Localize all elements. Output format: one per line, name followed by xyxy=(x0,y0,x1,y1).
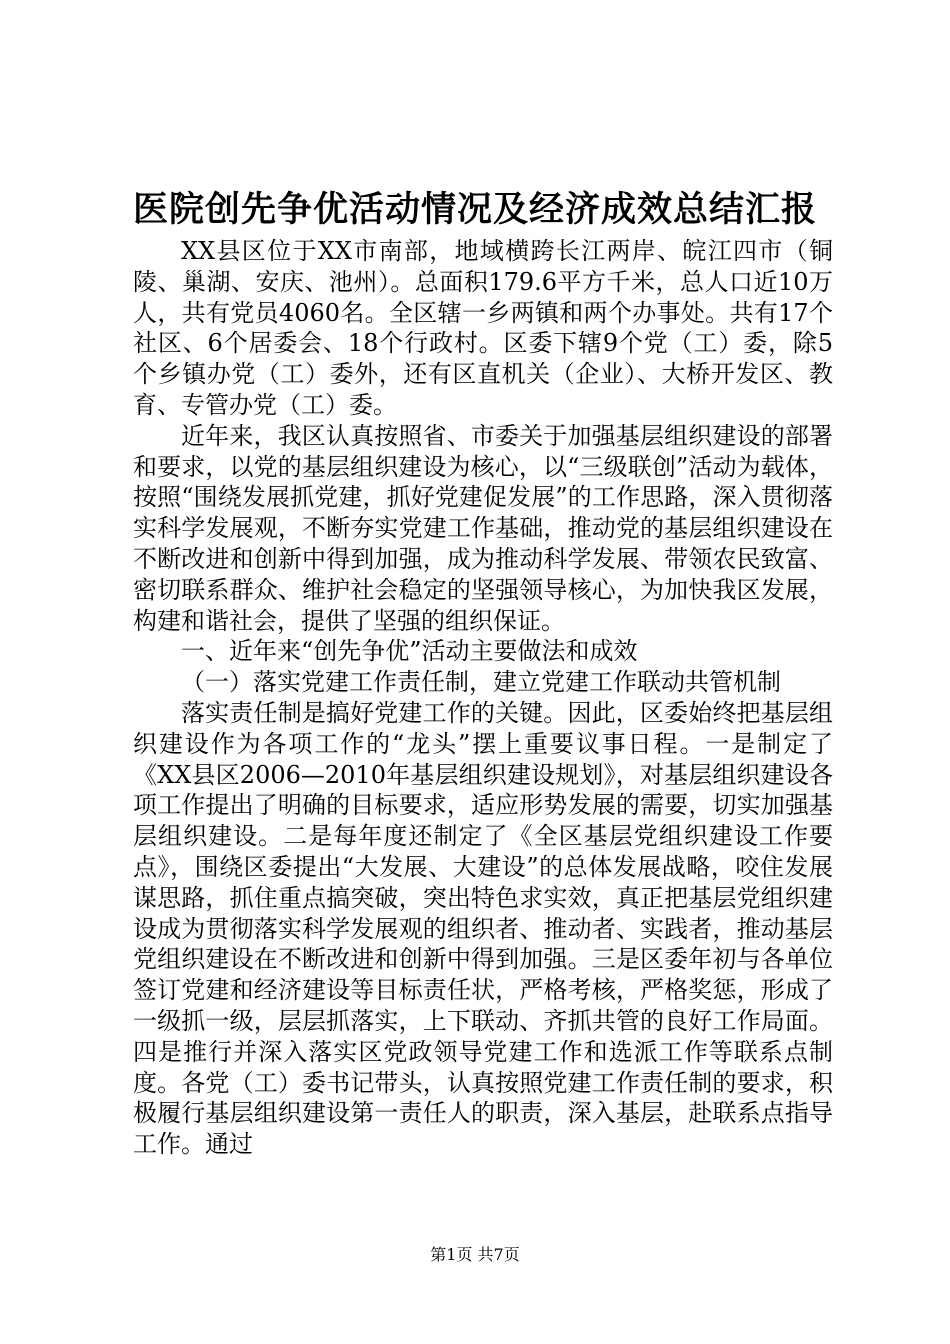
subsection-heading: （一）落实党建工作责任制，建立党建工作联动共管机制 xyxy=(181,668,781,697)
paragraph-overview: 近年来，我区认真按照省、市委关于加强基层组织建设的部署和要求，以党的基层组织建设为核心，以“三级联创”活动为载体，按照“围绕发展抓党建，抓好党建促发展”的工作思路，深入贯彻落实科学发展观，不断夯实党建工作基础，推动党的基层组织建设在不断改进和创新中得到加强，成为推动科学发展、带领农民致富、密切联系群众、维护社会稳定的坚强领导核心，为加快我区发展，构建和谐社会，提供了坚强的组织保证。 xyxy=(133,421,833,635)
document-title: 医院创先争优活动情况及经济成效总结汇报 xyxy=(132,189,817,230)
document-body xyxy=(133,236,833,1160)
paragraph-responsibility: 落实责任制是搞好党建工作的关键。因此，区委始终把基层组织建设作为各项工作的“龙头”摆上重要议事日程。一是制定了《XX县区2006—2010年基层组织建设规划》，对基层组织建设各项工作提出了明确的目标要求，适应形势发展的需要，切实加强基层组织建设。二是每年度还制定了《全区基层党组织建设工作要点》，围绕区委提出“大发展、大建设”的总体发展战略，咬住发展谋思路，抓住重点搞突破，突出特色求实效，真正把基层党组织建设成为贯彻落实科学发展观的组织者、推动者、实践者，推动基层党组织建设在不断改进和创新中得到加强。三是区委年初与各单位签订党建和经济建设等目标责任状，严格考核，严格奖惩，形成了一级抓一级，层层抓落实，上下联动、齐抓共管的良好工作局面。四是推行并深入落实区党政领导党建工作和选派工作等联系点制度。各党（工）委书记带头，认真按照党建工作责任制的要求，积极履行基层组织建设第一责任人的职责，深入基层，赴联系点指导工作。通过 xyxy=(133,698,833,1159)
page-number-footer: 第1页 共7页 xyxy=(430,1245,520,1264)
section-heading: 一、近年来“创先争优”活动主要做法和成效 xyxy=(181,637,638,666)
paragraph-intro: XX县区位于XX市南部，地域横跨长江两岸、皖江四市（铜陵、巢湖、安庆、池州）。总面积179.6平方千米，总人口近10万人，共有党员4060名。全区辖一乡两镇和两个办事处。共有17个社区、6个居委会、18个行政村。区委下辖9个党（工）委，除5个乡镇办党（工）委外，还有区直机关（企业）、大桥开发区、教育、专管办党（工）委。 xyxy=(133,237,833,419)
